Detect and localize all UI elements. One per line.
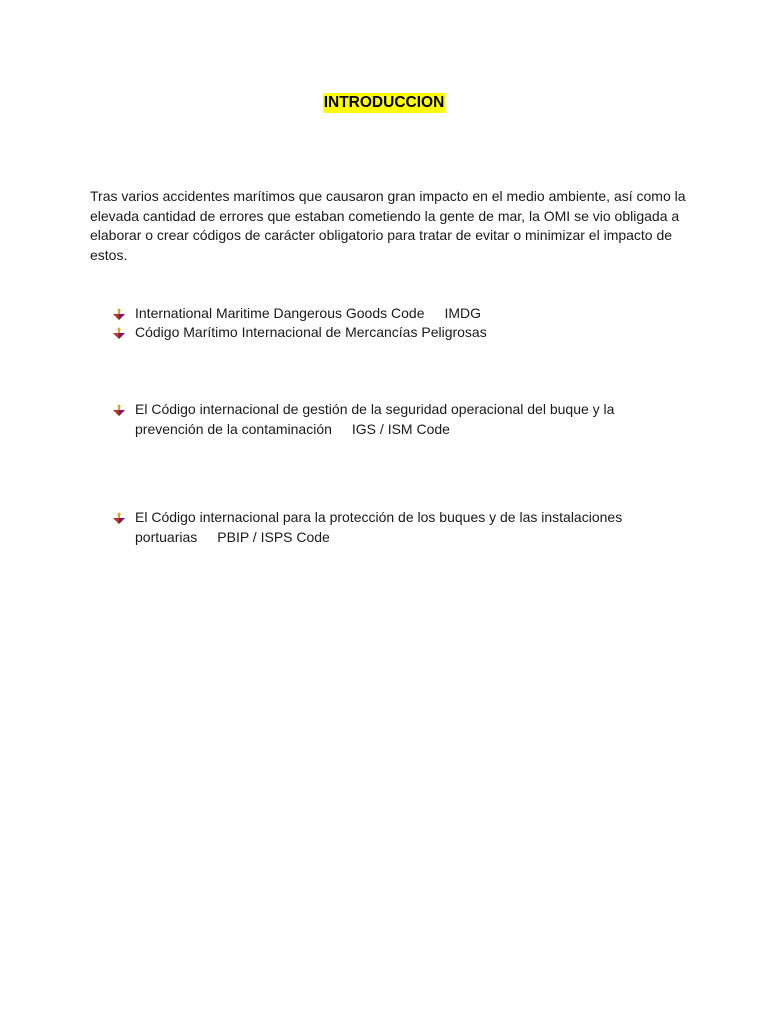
list-item-code: IMDG xyxy=(444,305,482,321)
arrow-bullet-icon xyxy=(113,512,125,524)
list-item-code: IGS / ISM Code xyxy=(351,420,450,437)
intro-paragraph: Tras varios accidentes marítimos que causaron gran impacto en el medio ambiente, así como la elevada cantidad de errores que estaban cometiendo la gente de mar, la OMI se vio obligada a elaborar o crear códigos de carácter obligatorio para tratar de evitar o minimizar el impacto de estos. xyxy=(90,188,686,263)
list-item-label: El Código internacional de gestión de la seguridad operacional del buque y la prevención de la contaminación xyxy=(135,401,615,437)
list-item-text xyxy=(135,323,675,343)
arrow-bullet-icon xyxy=(113,404,125,416)
page-title: INTRODUCCION xyxy=(323,94,445,111)
arrow-bullet-icon xyxy=(113,327,125,339)
list-item-label: Código Marítimo Internacional de Mercancías Peligrosas xyxy=(135,324,487,340)
title-wrapper xyxy=(0,93,768,113)
list-item-code: PBIP / ISPS Code xyxy=(217,528,330,545)
list-item-text xyxy=(135,304,675,324)
list-item-label: El Código internacional para la protección de los buques y de las instalaciones portuarias xyxy=(135,509,623,545)
list-item-text xyxy=(135,400,675,439)
list-item-label: International Maritime Dangerous Goods Code xyxy=(135,305,425,321)
arrow-bullet-icon xyxy=(113,308,125,320)
list-item-text xyxy=(135,508,675,547)
